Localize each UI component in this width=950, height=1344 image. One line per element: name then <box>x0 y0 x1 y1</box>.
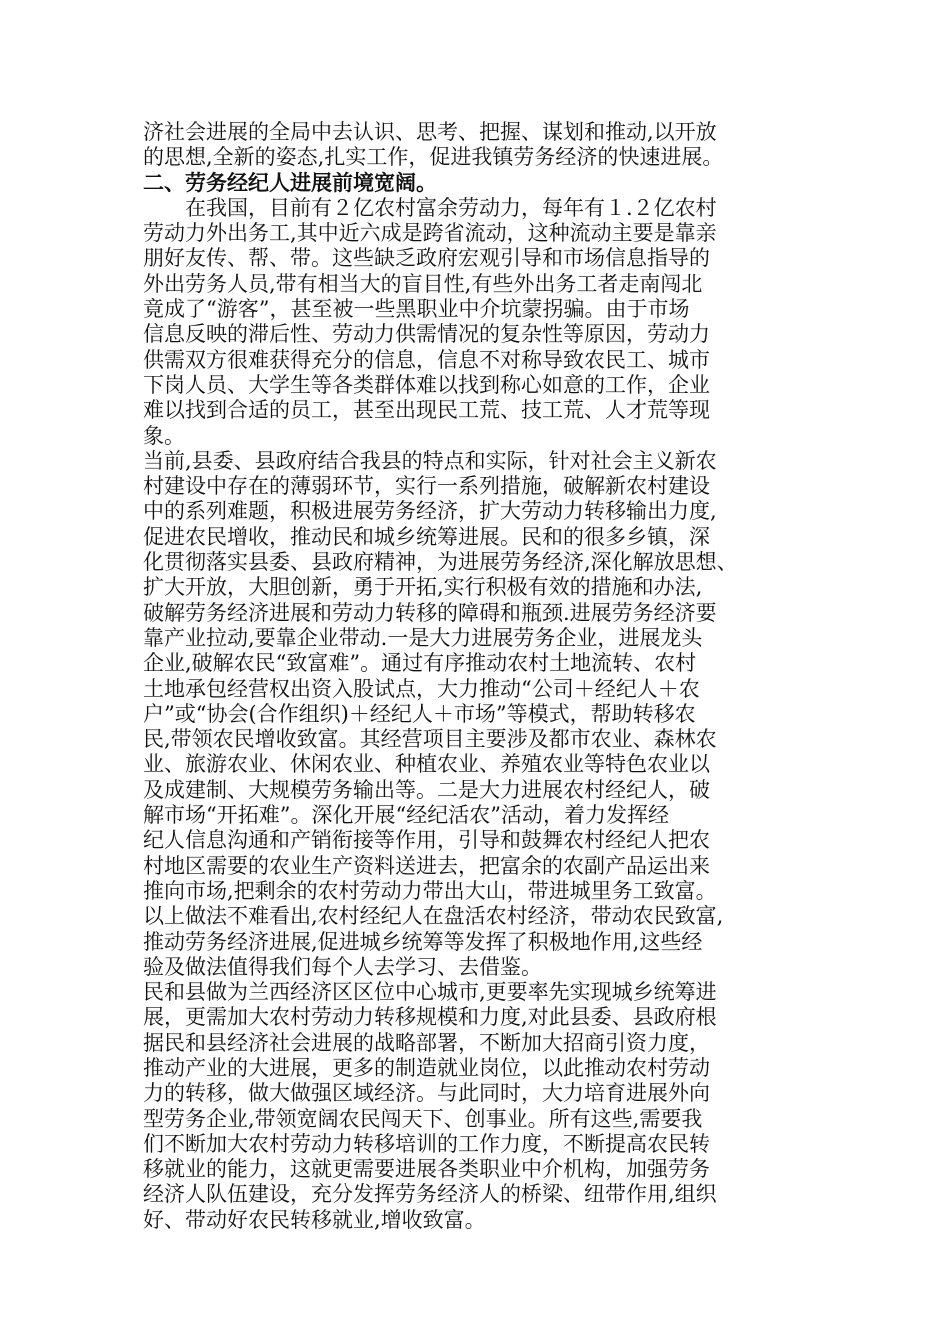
text-line: 象。 <box>143 423 185 448</box>
text-line: 难以找到合适的员工，甚至出现民工荒、技工荒、人才荒等现 <box>143 398 710 423</box>
text-line: 解市场“开拓难”。深化开展“经纪活农”活动，着力发挥经 <box>143 803 669 828</box>
text-line: 竟成了“游客”，甚至被一些黑职业中介坑蒙拐骗。由于市场 <box>143 297 690 322</box>
text-line: 验及做法值得我们每个人去学习、去借鉴。 <box>143 954 542 979</box>
text-line: 在我国，目前有２亿农村富余劳动力，每年有１.２亿农村 <box>143 195 717 220</box>
text-line: 推向市场,把剩余的农村劳动力带出大山，带进城里务工致富。 <box>143 878 717 903</box>
text-line: 经济人队伍建设，充分发挥劳务经济人的桥梁、纽带作用,组织 <box>143 1182 717 1207</box>
text-line: 推动产业的大进展，更多的制造就业岗位，以此推动农村劳动 <box>143 1055 710 1080</box>
text-line: 村建设中存在的薄弱环节，实行一系列措施，破解新农村建设 <box>143 474 710 499</box>
text-line: 力的转移，做大做强区域经济。与此同时，大力培育进展外向 <box>143 1081 710 1106</box>
text-line: 据民和县经济社会进展的战略部署，不断加大招商引资力度， <box>143 1030 710 1055</box>
text-line: 济社会进展的全局中去认识、思考、把握、谋划和推动,以开放 <box>143 120 717 144</box>
text-line: 企业,破解农民“致富难”。通过有序推动农村土地流转、农村 <box>143 651 697 676</box>
text-line: 户”或“协会(合作组织)＋经纪人＋市场”等模式，帮助转移农 <box>143 701 696 726</box>
text-line: 当前,县委、县政府结合我县的特点和实际，针对社会主义新农 <box>143 448 717 473</box>
section-heading: 二、劳务经纪人进展前境宽阔。 <box>143 170 437 195</box>
text-line: 劳动力外出务工,其中近六成是跨省流动，这种流动主要是靠亲 <box>143 221 717 246</box>
text-line: 村地区需要的农业生产资料送进去，把富余的农副产品运出来 <box>143 853 710 878</box>
text-line: 移就业的能力，这就更需要进展各类职业中介机构，加强劳务 <box>143 1157 710 1182</box>
text-line: 的思想,全新的姿态,扎实工作，促进我镇劳务经济的快速进展。 <box>143 145 724 170</box>
text-line: 民,带领农民增收致富。其经营项目主要涉及都市农业、森林农 <box>143 727 717 752</box>
text-line: 们不断加大农村劳动力转移培训的工作力度，不断提高农民转 <box>143 1131 710 1156</box>
text-line: 中的系列难题，积极进展劳务经济，扩大劳动力转移输出力度, <box>143 499 717 524</box>
text-line: 纪人信息沟通和产销衔接等作用，引导和鼓舞农村经纪人把农 <box>143 828 710 853</box>
text-line: 土地承包经营权出资入股试点，大力推动“公司＋经纪人＋农 <box>143 676 700 701</box>
document-body <box>143 120 823 1233</box>
text-line: 以上做法不难看出,农村经纪人在盘活农村经济，带动农民致富, <box>143 904 724 929</box>
text-line: 型劳务企业,带领宽阔农民闯天下、创事业。所有这些,需要我 <box>143 1106 703 1131</box>
text-line: 好、带动好农民转移就业,增收致富。 <box>143 1207 486 1232</box>
text-line: 朋好友传、帮、带。这些缺乏政府宏观引导和市场信息指导的 <box>143 246 710 271</box>
text-line: 推动劳务经济进展,促进城乡统筹等发挥了积极地作用,这些经 <box>143 929 703 954</box>
text-line: 扩大开放，大胆创新，勇于开拓,实行积极有效的措施和办法, <box>143 575 703 600</box>
text-line: 靠产业拉动,要靠企业带动.一是大力进展劳务企业，进展龙头 <box>143 625 703 650</box>
text-line: 下岗人员、大学生等各类群体难以找到称心如意的工作，企业 <box>143 372 710 397</box>
text-line: 供需双方很难获得充分的信息，信息不对称导致农民工、城市 <box>143 347 710 372</box>
text-line: 化贯彻落实县委、县政府精神，为进展劳务经济,深化解放思想、 <box>143 550 738 575</box>
text-line: 业、旅游农业、休闲农业、种植农业、养殖农业等特色农业以 <box>143 752 710 777</box>
text-line: 信息反映的滞后性、劳动力供需情况的复杂性等原因，劳动力 <box>143 322 710 347</box>
text-line: 民和县做为兰西经济区区位中心城市,更要率先实现城乡统筹进 <box>143 980 717 1005</box>
text-line: 外出劳务人员,带有相当大的盲目性,有些外出务工者走南闯北 <box>143 271 703 296</box>
text-line: 展，更需加大农村劳动力转移规模和力度,对此县委、县政府根 <box>143 1005 717 1030</box>
text-line: 促进农民增收，推动民和城乡统筹进展。民和的很多乡镇，深 <box>143 524 710 549</box>
text-line: 破解劳务经济进展和劳动力转移的障碍和瓶颈.进展劳务经济要 <box>143 600 717 625</box>
text-line: 及成建制、大规模劳务输出等。二是大力进展农村经纪人，破 <box>143 777 710 802</box>
